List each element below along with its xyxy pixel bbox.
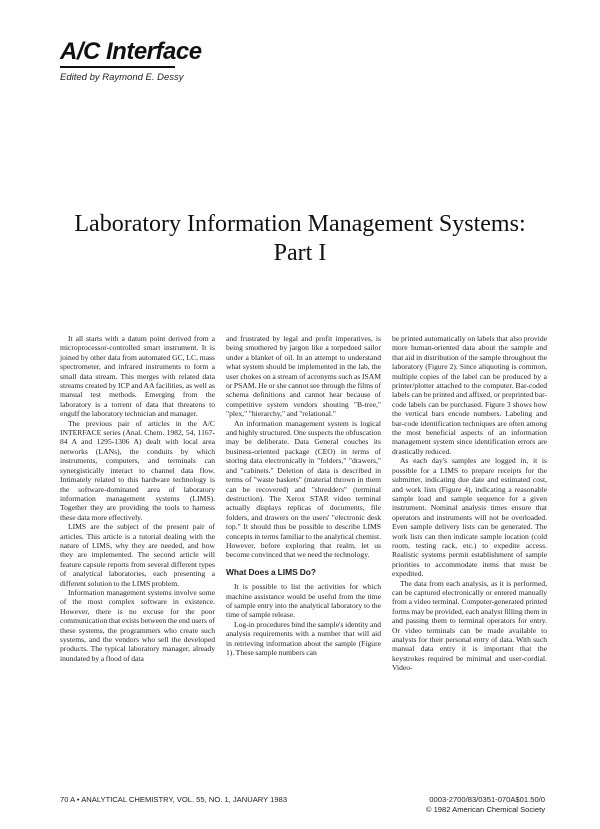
text-column-3 xyxy=(392,334,547,673)
paragraph: It all starts with a datum point derived from a microprocessor-controlled smart instrument. It is joined by other data from automated GC, LC, mass spectrometer, and infrared instruments to form a small data stream. This merges with related data streams created by ICP and AA facilities, as well as manual test methods. Emerging from the laboratory is a torrent of data that threatens to engulf the laboratory technician and manager. xyxy=(60,334,215,419)
text-column-1 xyxy=(60,334,215,663)
section-title: A/C Interface xyxy=(60,38,202,65)
paragraph: As each day's samples are logged in, it is possible for a LIMS to prepare receipts for the submitter, indicating due date and estimated cost, and work lists (Figure 4), indicating a reasonable sample load and sample sequence for a given instrument. Nominal analysis times ensure that operators and instruments will not be overloaded. Even sample delivery lists can be generated. The work lists can then indicate sample location (cold room, testing rack, etc.) to expedite access. Realistic systems permit establishment of sample priorities to accommodate items that must be expedited. xyxy=(392,456,547,579)
paragraph: Log-in procedures bind the sample's identity and analysis requirements with a number that will aid in retrieving information about the sample (Figure 1). These sample numbers can xyxy=(226,619,381,657)
paragraph: An information management system is logical and highly structured. One suspects the obfuscation may be deliberate. Data General couches its business-oriented package (CEO) in terms of storing data electronically in "folders," "drawers," and "cabinets." Deletion of data is described in terms of "waste baskets" (material thrown in them can be recovered) and "shredders" (terminal destruction). The Xerox STAR video terminal actually displays replicas of documents, file folders, and drawers on the users' "electronic desk top." It should thus be possible to describe LIMS concepts in terms familiar to the analytical chemist. However, before exploring that realm, let us become convinced that we need the technology. xyxy=(226,418,381,560)
footer-copyright xyxy=(426,795,545,814)
paragraph: The previous pair of articles in the A/C INTERFACE series (Anal. Chem. 1982, 54, 1167-84 A and 1295-1306 A) dealt with local area networks (LANs), the conduits by which instruments, computers, and terminals can synergistically interact to channel data flow. Intimately related to this hardware technology is the software-dominated area of laboratory information management systems (LIMS). Together they are providing the tools to harness these data more effectively. xyxy=(60,418,215,522)
paragraph: and frustrated by legal and profit imperatives, is being smothered by jargon like a torpedoed sailor under a blanket of oil. In an attempt to understand what system should be implemented in the lab, the user chokes on a stream of acronyms such as ISAM or PSAM. He or she cannot see through the films of schema definitions and cannot hear because of competitive system vendors shouting "B-tree," "plex," "hierarchy," and "relational." xyxy=(226,334,381,419)
paragraph: LIMS are the subject of the present pair of articles. This article is a tutorial dealing with the nature of LIMS, why they are needed, and how they are implemented. The second article will feature capsule reports from several different types of analytical laboratories, each presenting a different solution to the LIMS problem. xyxy=(60,522,215,588)
paragraph: Information management systems involve some of the most complex software in existence. However, there is no excuse for the poor communication that exists between the end users of these systems, the programmers who create such systems, and the vendors who sell the developed products. The typical laboratory manager, already inundated by a flood of data xyxy=(60,587,215,663)
article-title xyxy=(0,210,600,268)
article-title-line2: Part I xyxy=(273,240,327,266)
section-heading: What Does a LIMS Do? xyxy=(226,566,316,577)
editor-credit: Edited by Raymond E. Dessy xyxy=(60,72,184,83)
paragraph: It is possible to list the activities for which machine assistance would be useful from the time of sample entry into the analytical laboratory to the time of sample release. xyxy=(226,582,381,620)
paragraph: The data from each analysis, as it is performed, can be captured electronically or entered manually from a video terminal. Computer-generated printed forms may be provided, each analyst filling them in and passing them to terminal operators for entry. Or video terminals can be made available to analysts for their personal entry of data. With such manual data entry it is important that the keystrokes required be minimal and user-cordial. Video- xyxy=(392,578,547,673)
article-title-line1: Laboratory Information Management Systems: xyxy=(74,211,526,237)
footer-code: 0003-2700/83/0351-070A$01.50/0 xyxy=(429,795,545,804)
footer-citation: 70 A • ANALYTICAL CHEMISTRY, VOL. 55, NO. 1, JANUARY 1983 xyxy=(60,795,288,804)
text-column-2 xyxy=(226,334,381,657)
paragraph: be printed automatically on labels that also provide more human-oriented data about the sample and that aid in distribution of the sample throughout the laboratory (Figure 2). Since aliquoting is common, multiple copies of the label can be produced by a printer/plotter attached to the computer. Bar-coded labels can be printed and affixed, or preprinted bar-code labels can be purchased. Figure 3 shows how the vertical bars encode numbers. Labeling and bar-code identification techniques are often among the most beneficial aspects of an information management system since identification errors are drastically reduced. xyxy=(392,334,547,456)
section-title-rule xyxy=(60,66,175,68)
footer-copyright-line: © 1982 American Chemical Society xyxy=(425,804,545,814)
